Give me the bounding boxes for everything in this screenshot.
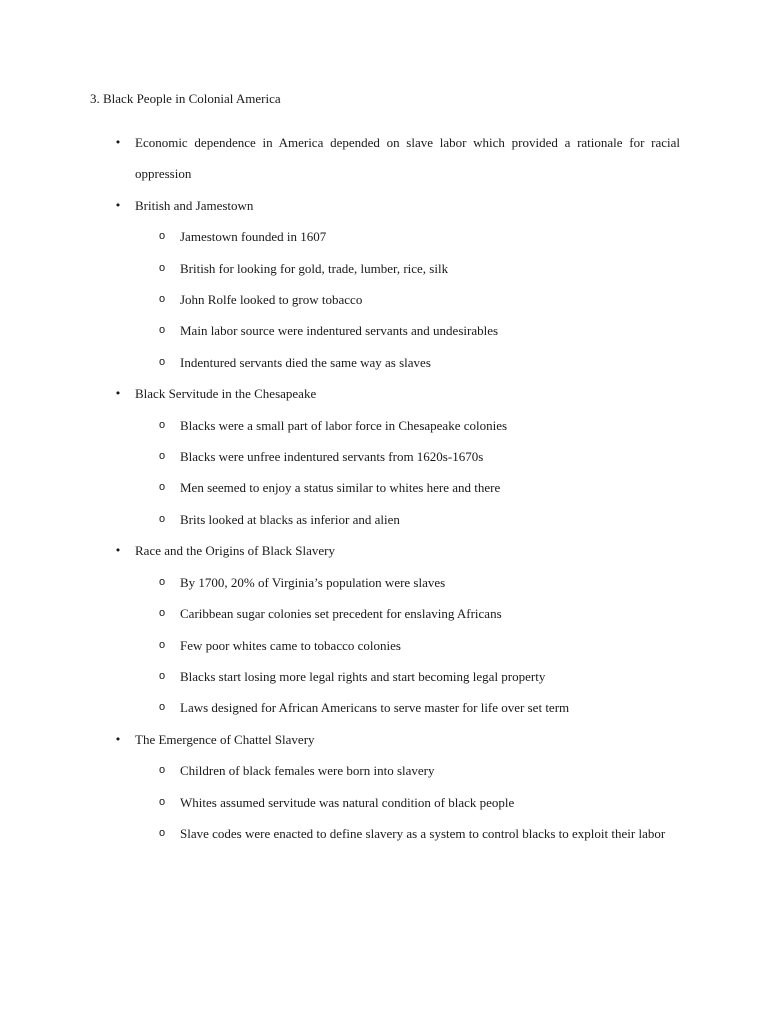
bullet-text: Economic dependence in America depended on slave labor which provided a rationale for racial oppression	[135, 135, 680, 182]
bullet-text: The Emergence of Chattel Slavery	[135, 731, 315, 747]
circle-bullet-icon: o	[158, 575, 166, 588]
sub-bullet-item	[0, 284, 768, 315]
circle-bullet-icon: o	[158, 418, 166, 431]
circle-bullet-icon: o	[158, 355, 166, 368]
sub-bullet-item	[0, 441, 768, 472]
sub-bullet-item	[0, 315, 768, 346]
bullet-icon: •	[114, 544, 122, 558]
sub-bullet-text: Blacks were unfree indentured servants from 1620s-1670s	[180, 449, 484, 465]
sub-bullet-text: Blacks start losing more legal rights and start becoming legal property	[180, 668, 546, 684]
circle-bullet-icon: o	[158, 795, 166, 808]
section-heading: 3. Black People in Colonial America	[90, 91, 281, 106]
circle-bullet-icon: o	[158, 607, 166, 620]
circle-bullet-icon: o	[158, 512, 166, 525]
bullet-item	[0, 378, 768, 409]
circle-bullet-icon: o	[158, 450, 166, 463]
circle-bullet-icon: o	[158, 826, 166, 839]
circle-bullet-icon: o	[158, 481, 166, 494]
bullet-item	[0, 127, 768, 190]
circle-bullet-icon: o	[158, 230, 166, 243]
circle-bullet-icon: o	[158, 764, 166, 777]
sub-bullet-item	[0, 253, 768, 284]
sub-bullet-text: Whites assumed servitude was natural condition of black people	[180, 794, 515, 810]
sub-bullet-item	[0, 410, 768, 441]
bullet-item	[0, 724, 768, 755]
sub-bullet-item	[0, 755, 768, 786]
sub-bullet-text: Slave codes were enacted to define slavery as a system to control blacks to exploit their labor	[180, 825, 666, 841]
sub-bullet-text: Main labor source were indentured servants and undesirables	[180, 323, 499, 339]
bullet-text: Race and the Origins of Black Slavery	[135, 543, 335, 559]
sub-bullet-item	[0, 567, 768, 598]
circle-bullet-icon: o	[158, 324, 166, 337]
sub-bullet-text: Men seemed to enjoy a status similar to whites here and there	[180, 480, 501, 496]
sub-bullet-text: By 1700, 20% of Virginia’s population were slaves	[180, 574, 446, 590]
bullet-item	[0, 535, 768, 566]
circle-bullet-icon: o	[158, 669, 166, 682]
sub-bullet-text: Jamestown founded in 1607	[180, 229, 327, 245]
sub-bullet-item	[0, 787, 768, 818]
sub-bullet-item	[0, 221, 768, 252]
bullet-icon: •	[114, 198, 122, 212]
sub-bullet-text: Caribbean sugar colonies set precedent for enslaving Africans	[180, 606, 502, 622]
bullet-item	[0, 190, 768, 221]
circle-bullet-icon: o	[158, 261, 166, 274]
outline-list	[0, 127, 768, 849]
sub-bullet-item	[0, 692, 768, 723]
sub-bullet-text: Few poor whites came to tobacco colonies	[180, 637, 401, 653]
sub-bullet-text: Blacks were a small part of labor force in Chesapeake colonies	[180, 417, 508, 433]
sub-bullet-text: Children of black females were born into slavery	[180, 763, 435, 779]
bullet-icon: •	[114, 732, 122, 746]
sub-bullet-text: British for looking for gold, trade, lumber, rice, silk	[180, 260, 449, 276]
circle-bullet-icon: o	[158, 701, 166, 714]
sub-bullet-text: John Rolfe looked to grow tobacco	[180, 292, 363, 308]
sub-bullet-item	[0, 472, 768, 503]
sub-bullet-text: Brits looked at blacks as inferior and alien	[180, 511, 400, 527]
bullet-text: British and Jamestown	[135, 197, 254, 213]
bullet-icon: •	[114, 387, 122, 401]
bullet-text: Black Servitude in the Chesapeake	[135, 386, 317, 402]
sub-bullet-item	[0, 347, 768, 378]
sub-bullet-item	[0, 630, 768, 661]
sub-bullet-item	[0, 598, 768, 629]
bullet-icon: •	[114, 136, 122, 149]
sub-bullet-text: Laws designed for African Americans to serve master for life over set term	[180, 700, 570, 716]
sub-bullet-item	[0, 818, 768, 849]
sub-bullet-text: Indentured servants died the same way as slaves	[180, 354, 431, 370]
circle-bullet-icon: o	[158, 293, 166, 306]
sub-bullet-item	[0, 661, 768, 692]
circle-bullet-icon: o	[158, 638, 166, 651]
sub-bullet-item	[0, 504, 768, 535]
